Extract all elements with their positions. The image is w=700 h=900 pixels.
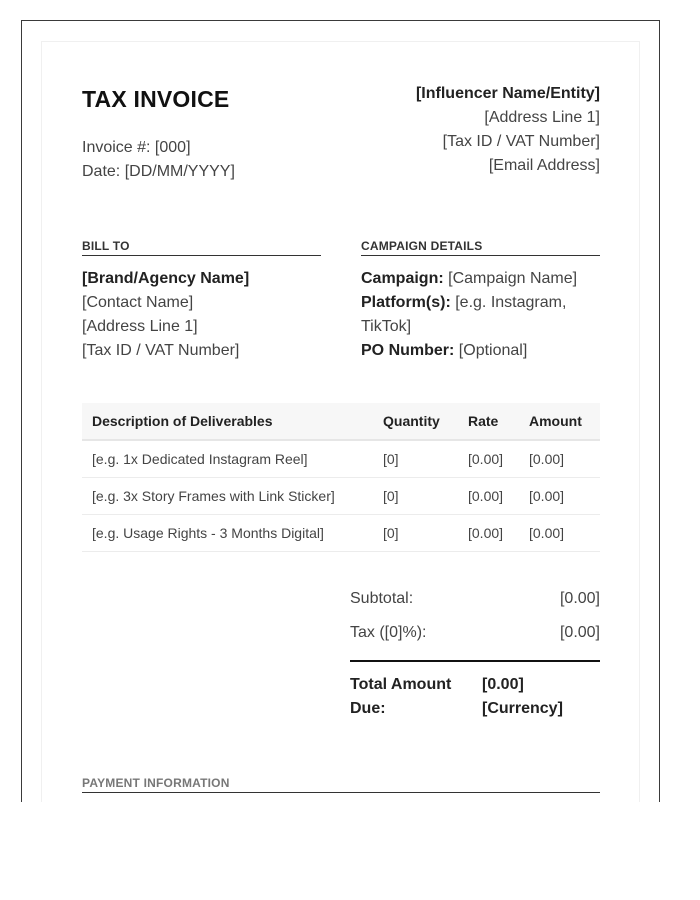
- issuer-address: [Address Line 1]: [484, 109, 600, 126]
- row-amount: [0.00]: [529, 525, 565, 541]
- table-row: [82, 515, 600, 552]
- invoice-title: TAX INVOICE: [82, 86, 230, 112]
- header-description: Description of Deliverables: [92, 413, 273, 429]
- row-rate: [0.00]: [468, 488, 504, 504]
- invoice-date: Date: [DD/MM/YYYY]: [82, 163, 235, 180]
- row-description: [e.g. 3x Story Frames with Link Sticker]: [92, 488, 335, 504]
- invoice-meta: [82, 136, 235, 184]
- platform-value: [e.g. Instagram, TikTok]: [361, 294, 567, 335]
- payment-information-heading: PAYMENT INFORMATION: [82, 776, 600, 793]
- campaign-label: Campaign:: [361, 270, 444, 287]
- row-description: [e.g. Usage Rights - 3 Months Digital]: [92, 525, 324, 541]
- row-rate: [0.00]: [468, 451, 504, 467]
- row-quantity: [0]: [383, 451, 399, 467]
- total-due-label: Total Amount Due:: [350, 676, 452, 717]
- campaign-details-heading: CAMPAIGN DETAILS: [361, 239, 600, 256]
- tax-value: [0.00]: [559, 624, 600, 641]
- header-rate: Rate: [468, 413, 499, 429]
- row-description: [e.g. 1x Dedicated Instagram Reel]: [92, 451, 308, 467]
- invoice-number: Invoice #: [000]: [82, 139, 191, 156]
- po-label: PO Number:: [361, 342, 455, 359]
- header-amount: Amount: [529, 413, 582, 429]
- platform-label: Platform(s):: [361, 294, 451, 311]
- issuer-email: [Email Address]: [488, 157, 600, 174]
- subtotal-line: [350, 587, 600, 621]
- totals-block: [350, 587, 600, 721]
- tax-label: Tax ([0]%):: [350, 624, 427, 641]
- row-rate: [0.00]: [468, 525, 504, 541]
- client-name: [Brand/Agency Name]: [82, 270, 250, 287]
- total-due-value: [0.00] [Currency]: [482, 676, 563, 717]
- issuer-tax-id: [Tax ID / VAT Number]: [442, 133, 600, 150]
- platform-line: [361, 291, 600, 339]
- total-due-line: [350, 662, 600, 721]
- deliverables-table: [82, 403, 600, 552]
- client-address: [Address Line 1]: [82, 318, 198, 335]
- table-row: [82, 441, 600, 478]
- issuer-block: [416, 82, 600, 178]
- po-line: [361, 339, 600, 363]
- subtotal-value: [0.00]: [559, 590, 600, 607]
- bill-to-block: [82, 267, 249, 363]
- table-row: [82, 478, 600, 515]
- campaign-block: [361, 267, 600, 363]
- subtotal-label: Subtotal:: [350, 590, 414, 607]
- table-header: [82, 403, 600, 441]
- po-value: [Optional]: [458, 342, 528, 359]
- header-quantity: Quantity: [383, 413, 440, 429]
- client-contact: [Contact Name]: [82, 294, 194, 311]
- row-quantity: [0]: [383, 525, 399, 541]
- bill-to-heading: BILL TO: [82, 239, 321, 256]
- row-quantity: [0]: [383, 488, 399, 504]
- client-tax-id: [Tax ID / VAT Number]: [82, 342, 240, 359]
- campaign-value: [Campaign Name]: [448, 270, 578, 287]
- issuer-name: [Influencer Name/Entity]: [415, 85, 600, 102]
- campaign-line: [361, 267, 600, 291]
- row-amount: [0.00]: [529, 488, 565, 504]
- tax-line: [350, 621, 600, 655]
- row-amount: [0.00]: [529, 451, 565, 467]
